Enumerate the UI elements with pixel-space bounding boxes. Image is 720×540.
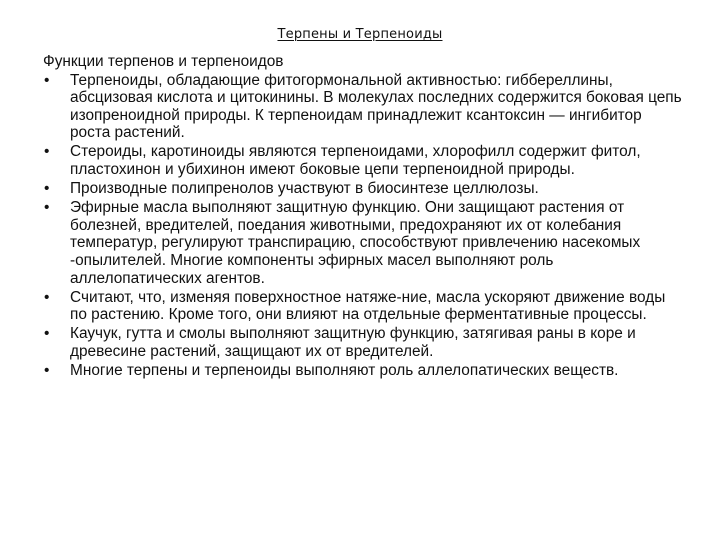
bullet-dot-icon: •: [44, 180, 50, 198]
bullet-text: Стероиды, каротиноиды являются терпеноидами, хлорофилл содержит фитол, пластохинон и убихинон имеют боковые цепи терпеноидной природы.: [70, 143, 641, 179]
bullet-item: [43, 180, 683, 198]
bullet-text: Каучук, гутта и смолы выполняют защитную функцию, затягивая раны в коре и древесине растений, защищают их от вредителей.: [70, 325, 636, 360]
bullet-dot-icon: •: [44, 199, 50, 217]
subtitle: Функции терпенов и терпеноидов: [43, 53, 284, 70]
bullet-item: [43, 362, 683, 380]
bullet-text: Производные полипренолов участвуют в биосинтезе целлюлозы.: [70, 180, 539, 198]
bullet-item: [43, 325, 683, 360]
bullet-item: [43, 289, 683, 324]
slide-title: Терпены и Терпеноиды: [277, 27, 443, 42]
bullet-text: Считают, что, изменяя поверхностное натяже-ние, масла ускоряют движение воды по растению. Кроме того, они влияют на отдельные ферментативные процессы.: [70, 288, 666, 324]
bullet-item: [43, 72, 683, 142]
bullet-dot-icon: •: [44, 362, 50, 380]
slide-content: [43, 53, 683, 381]
bullet-text: Терпеноиды, обладающие фитогормональной активностью: гиббереллины, абсцизовая кислота и цитокинины. В молекулах последних содержится боковая цепь изопреноидной природы. К терпеноидам принадлежит ксантоксин — ингибитор роста растений.: [70, 71, 682, 142]
bullet-item: [43, 143, 683, 178]
bullet-dot-icon: •: [44, 288, 50, 306]
bullet-dot-icon: •: [44, 143, 50, 161]
bullet-list: [43, 72, 683, 380]
bullet-dot-icon: •: [44, 71, 50, 89]
bullet-dot-icon: •: [44, 325, 50, 343]
bullet-text: Эфирные масла выполняют защитную функцию. Они защищают растения от болезней, вредителей, поедания животными, предохраняют их от колебания температур, регулируют транспирацию, способствуют привлечению насекомых -опылителей. Многие компоненты эфирных масел выполняют роль аллелопатических агентов.: [70, 199, 641, 287]
bullet-text: Многие терпены и терпеноиды выполняют роль аллелопатических веществ.: [70, 362, 619, 380]
bullet-item: [43, 199, 683, 287]
